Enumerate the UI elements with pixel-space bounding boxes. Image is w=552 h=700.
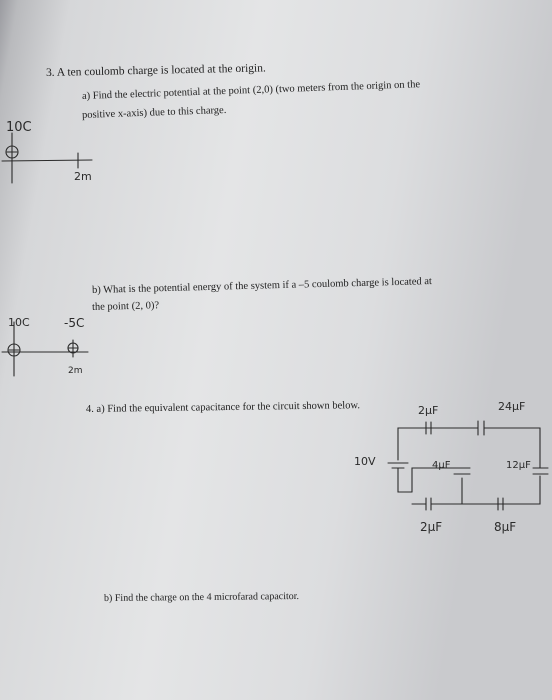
cap-bottom-right-label: 8µF bbox=[494, 520, 517, 534]
question-4a: 4. a) Find the equivalent capacitance for the circuit shown below. bbox=[85, 400, 361, 415]
sketch-1-distance-label: 2m bbox=[74, 170, 92, 183]
question-3b-line-1: b) What is the potential energy of the system if a –5 coulomb charge is located at bbox=[91, 276, 433, 296]
sketch-2-distance-label: 2m bbox=[68, 366, 83, 376]
cap-bottom-left-label: 2µF bbox=[420, 520, 443, 534]
question-3-heading: 3. A ten coulomb charge is located at the origin. bbox=[45, 62, 266, 79]
cap-top-left-label: 2µF bbox=[418, 404, 439, 417]
question-3a-line-2: positive x-axis) due to this charge. bbox=[81, 104, 227, 121]
circuit-voltage-label: 10V bbox=[354, 455, 376, 468]
cap-mid-right-label: 12µF bbox=[506, 460, 531, 471]
sketch-1-charge-label: 10C bbox=[6, 120, 32, 135]
sketch-2-charge-left-label: 10C bbox=[8, 316, 30, 329]
sketch-2-charge-right-label: -5C bbox=[64, 316, 85, 330]
question-3a-line-1: a) Find the electric potential at the point (2,0) (two meters from the origin on the bbox=[81, 79, 421, 102]
question-3b-line-2: the point (2, 0)? bbox=[91, 300, 160, 313]
cap-mid-left-label: 4µF bbox=[432, 460, 451, 471]
question-4b: b) Find the charge on the 4 microfarad capacitor. bbox=[103, 590, 300, 604]
cap-top-right-label: 24µF bbox=[498, 400, 526, 413]
